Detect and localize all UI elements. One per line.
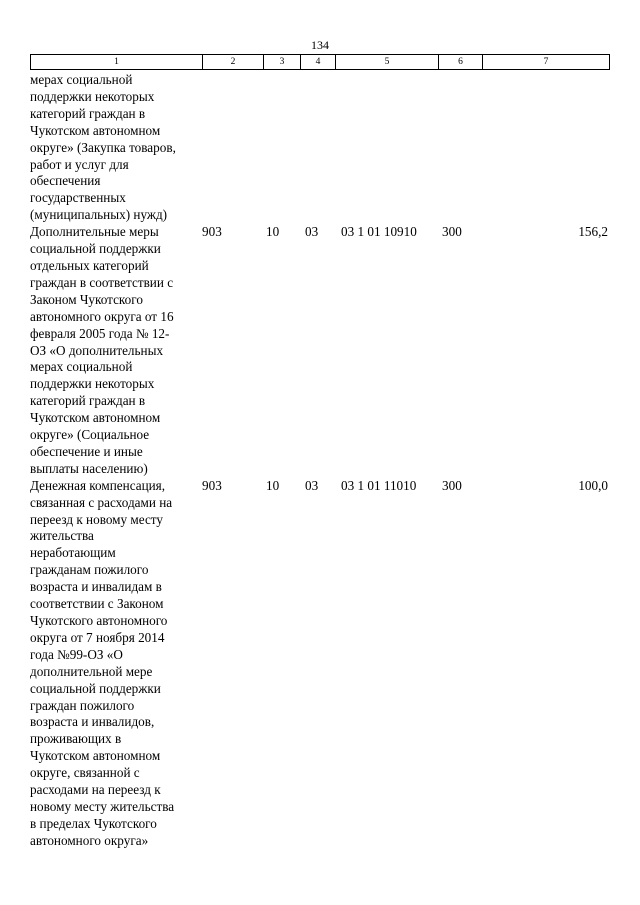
page-number: 134	[311, 38, 329, 52]
row-section-code: 10	[266, 224, 280, 240]
table-row	[30, 72, 610, 224]
row-ministry-code: 903	[202, 224, 222, 240]
column-header-3: 3	[264, 55, 301, 70]
row-amount: 156,2	[578, 224, 608, 240]
column-header-5: 5	[336, 55, 439, 70]
row-expense-type: 300	[442, 224, 462, 240]
row-expense-type: 300	[442, 477, 462, 493]
row-subsection-code: 03	[305, 224, 319, 240]
row-ministry-code: 903	[202, 477, 222, 493]
column-header-1: 1	[31, 55, 203, 70]
table-row	[30, 224, 610, 478]
table-row	[30, 478, 610, 850]
row-target-article: 03 1 01 10910	[341, 224, 417, 240]
row-target-article: 03 1 01 11010	[341, 477, 417, 493]
row-description: мерах социальной поддержки некоторых категорий граждан в Чукотском автономном округе» (Закупка товаров, работ и услуг для обеспечения государственных (муниципальных) нужд)	[30, 72, 176, 223]
column-header-2: 2	[203, 55, 264, 70]
row-description: Дополнительные меры социальной поддержки отдельных категорий граждан в соответствии с Законом Чукотского автономного округа от 16 февраля 2005 года № 12- ОЗ «О дополнительных мерах социальной поддержки некоторых категорий граждан в Чукотском автономном округе» (Социальное обеспечение и иные выплаты населению)	[30, 224, 174, 476]
row-description: Денежная компенсация, связанная с расходами на переезд к новому месту жительства неработающим гражданам пожилого возраста и инвалидам в соответствии с Законом Чукотского автономного округа от 7 ноября 2014 года №99-ОЗ «О дополнительной мере социальной поддержки граждан пожилого возраста и инвалидов, проживающих в Чукотском автономном округе, связанной с расходами на переезд к новому месту жительства в пределах Чукотского автономного округа»	[30, 477, 175, 848]
column-header-4: 4	[301, 55, 336, 70]
column-header-table	[30, 54, 610, 70]
column-header-7: 7	[483, 55, 610, 70]
row-subsection-code: 03	[305, 477, 319, 493]
column-header-row	[31, 55, 610, 70]
row-section-code: 10	[266, 477, 280, 493]
row-amount: 100,0	[578, 477, 608, 493]
column-header-6: 6	[439, 55, 483, 70]
budget-table-body	[30, 72, 610, 850]
